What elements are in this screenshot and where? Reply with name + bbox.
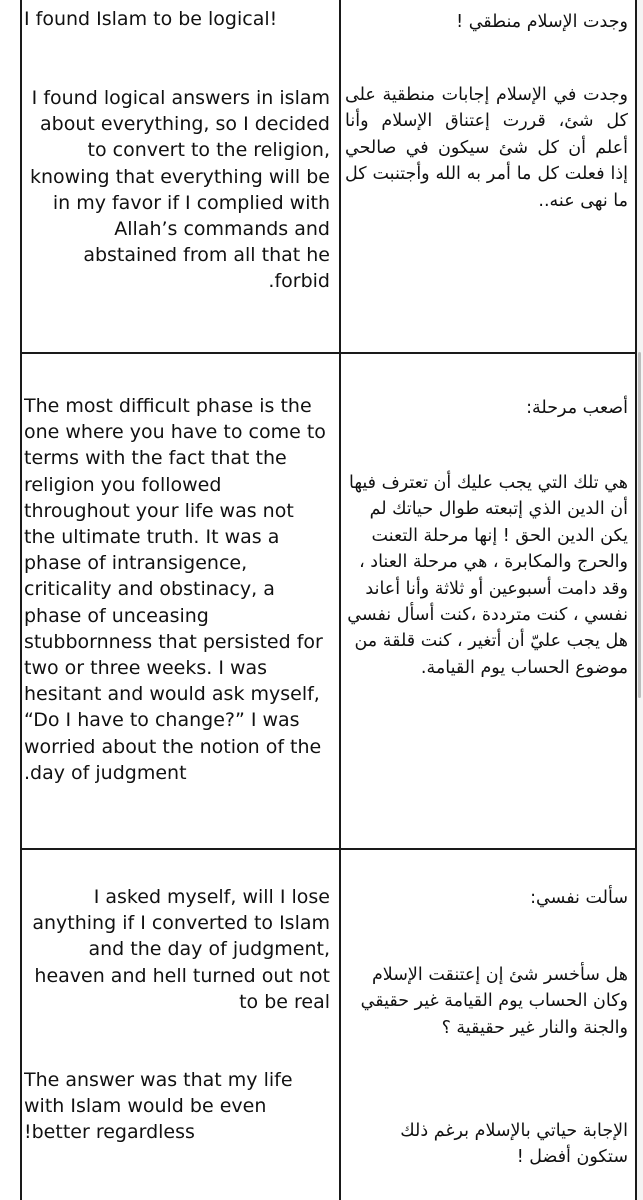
scrollbar-thumb[interactable] <box>638 352 641 698</box>
arabic-text-row-1: وجدت في الإسلام إجابات منطقية على كل شئ، قررت إعتناق الإسلام وأنا أعلم أن كل شئ سيكون في صالحي إذا فعلت كل ما أمر به الله وأجتنبت كل ما نهى عنه.. <box>345 85 628 211</box>
table-border-middle <box>339 0 341 1200</box>
english-text-row-1: I found logical answers in islam about everything, so I decided to convert to the religion, knowing that everything will be in my favor if I complied with Allah’s commands and abstained from all that he forbid. <box>29 87 330 293</box>
arabic-title-row-1: وجدت الإسلام منطقي ! <box>456 12 628 32</box>
english-text-row-3-answer: The answer was that my life with Islam would be even better regardless! <box>24 1069 293 1144</box>
row-divider-1 <box>20 352 637 354</box>
arabic-text-row-2: هي تلك التي يجب عليك أن تعترف فيها أن الدين الذي إتبعته طوال حياتك لم يكن الدين الحق ! إنها مرحلة التعنت والحرج والمكابرة ، هي مرحلة العناد ، وقد دامت أسبوعين أو ثلاثة وأنا أعاند نفسي ، كنت مترددة ،كنت أسأل نفسي هل يجب عليّ أن أتغير ، كنت قلقة من موضوع الحساب يوم القيامة. <box>347 473 628 678</box>
english-text-row-3: I asked myself, will I lose anything if I converted to Islam and the day of judgment, heaven and hell turned out not to be real <box>32 886 330 1013</box>
arabic-text-row-3: هل سأخسر شئ إن إعتنقت الإسلام وكان الحساب يوم القيامة غير حقيقي والجنة والنار غير حقيقية ؟ <box>360 965 628 1038</box>
english-title-row-1: !I found Islam to be logical <box>24 8 278 30</box>
arabic-text-row-3-answer: الإجابة حياتي بالإسلام برغم ذلك ستكون أفضل ! <box>400 1121 628 1168</box>
table-border-left <box>20 0 22 1200</box>
english-text-row-2: The most difficult phase is the one where you have to come to terms with the fact that the religion you followed throughout your life was not the ultimate truth. It was a phase of intransigence, criticality and obstinacy, a phase of unceasing stubbornness that persisted for two or three weeks. I was hesitant and would ask myself, “Do I have to change?” I was worried about the notion of the day of judgment. <box>24 395 326 784</box>
arabic-title-row-3: سألت نفسي: <box>530 888 628 908</box>
row-divider-2 <box>20 848 637 850</box>
arabic-title-row-2: أصعب مرحلة: <box>526 398 628 418</box>
